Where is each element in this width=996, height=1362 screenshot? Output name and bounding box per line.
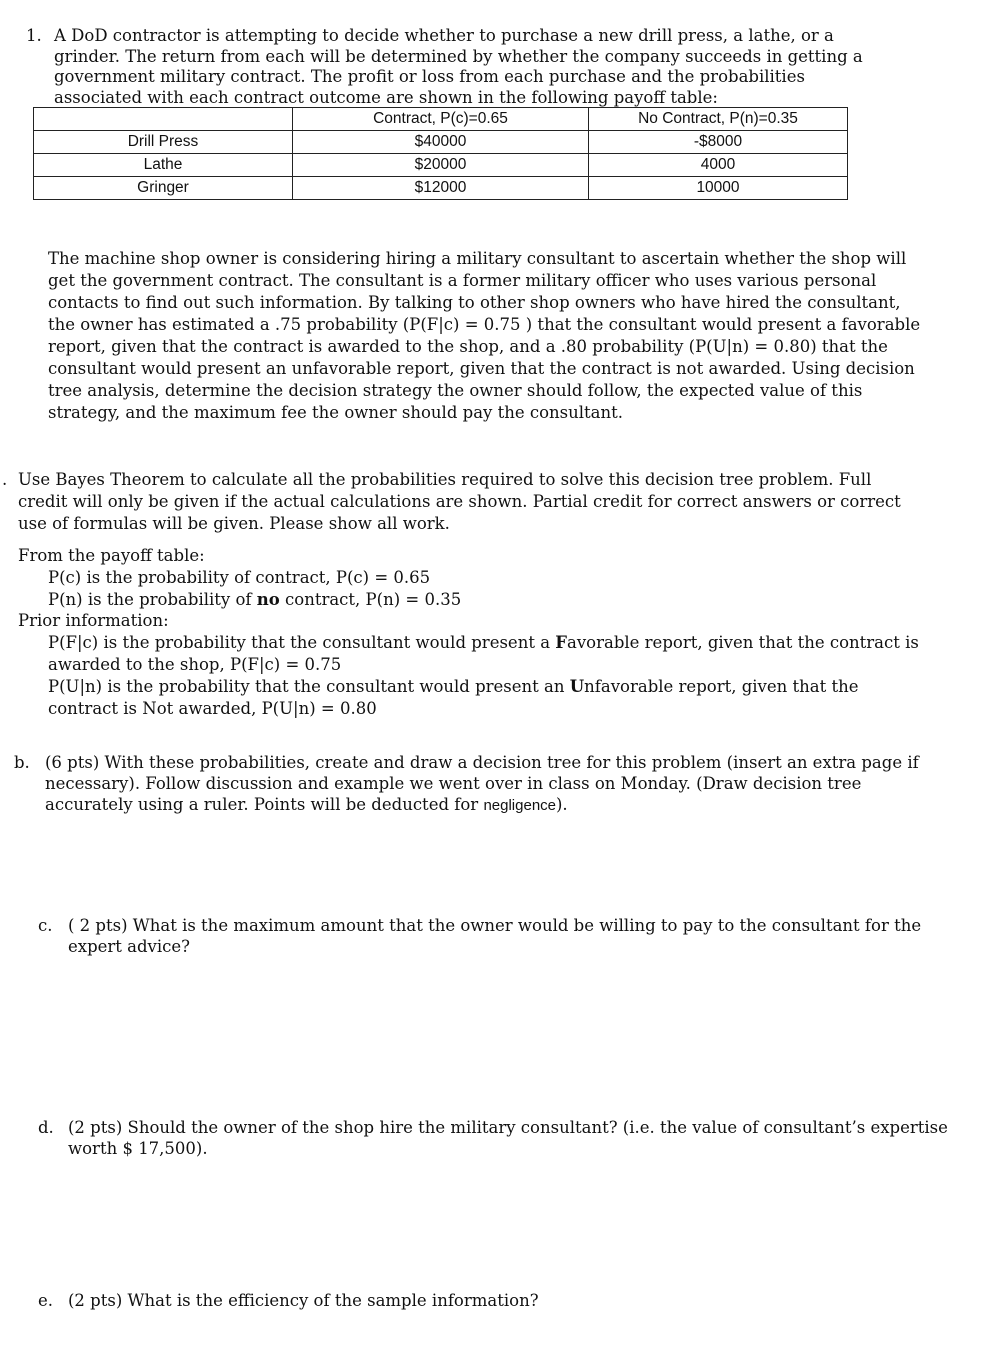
part-a-label: . — [2, 470, 8, 489]
table-header-cell — [34, 108, 293, 131]
part-b-end-punct: ). — [556, 795, 568, 814]
part-a-text: Use Bayes Theorem to calculate all the probabilities required to solve this decision tree problem. Full credit will only be given if the actual calculations are shown. Partial credit for correct answers or correct use of formulas will be given. Please show all work. — [18, 470, 901, 533]
table-row — [34, 177, 848, 200]
part-d-label: d. — [38, 1118, 54, 1137]
question-intro-line: A DoD contractor is attempting to decide whether to purchase a new drill press, a lathe, or a — [54, 26, 834, 45]
table-cell: $12000 — [293, 177, 589, 200]
prior-favorable — [48, 632, 928, 676]
emphasis-favorable: F — [555, 633, 567, 652]
question-number: 1. — [26, 26, 42, 45]
table-cell: -$8000 — [589, 131, 848, 154]
table-cell: Drill Press — [34, 131, 293, 154]
question-intro-line: grinder. The return from each will be determined by whether the company succeeds in getting a — [54, 46, 863, 66]
table-cell: Gringer — [34, 177, 293, 200]
question-intro-line: associated with each contract outcome are shown in the following payoff table: — [54, 87, 718, 107]
part-b-label: b. — [14, 753, 30, 772]
probability-no-contract — [48, 589, 928, 611]
table-row — [34, 131, 848, 154]
prior-information — [48, 632, 928, 720]
prior-info-heading: Prior information: — [18, 611, 169, 630]
part-e-text: (2 pts) What is the efficiency of the sample information? — [68, 1291, 539, 1310]
part-b-text — [45, 752, 945, 816]
prior-text: avorable report, given that the contract is awarded to the shop, P(F|c) = 0.75 — [48, 633, 919, 674]
prior-text: nfavorable report, given that the contract is Not awarded, P(U|n) = 0.80 — [48, 677, 859, 718]
emphasis-no: no — [256, 590, 280, 609]
consultant-paragraph: The machine shop owner is considering hiring a military consultant to ascertain whether the shop will get the government contract. The consultant is a former military officer who uses various personal contacts to find out such information. By talking to other shop owners who have hired the consultant, the owner has estimated a .75 probability (P(F|c) = 0.75 ) that the consultant would present a favorable report, given that the contract is awarded to the shop, and a .80 probability (P(U|n) = 0.80) that the consultant would present an unfavorable report, given that the contract is not awarded. Using decision tree analysis, determine the decision strategy the owner should follow, the expected value of this strategy, and the maximum fee the owner should pay the consultant. — [48, 249, 921, 422]
emphasis-unfavorable: U — [569, 677, 585, 696]
probability-text: contract, P(n) = 0.35 — [279, 590, 462, 609]
table-cell: Lathe — [34, 154, 293, 177]
part-d-text: (2 pts) Should the owner of the shop hire the military consultant? (i.e. the value of consultant’s expertise worth $ 17,500). — [68, 1118, 948, 1158]
probability-text: P(n) is the probability of — [48, 590, 257, 609]
part-e-label: e. — [38, 1291, 54, 1310]
probability-contract: P(c) is the probability of contract, P(c) = 0.65 — [48, 568, 431, 587]
payoff-table — [33, 107, 848, 200]
prior-text: P(U|n) is the probability that the consultant would present an — [48, 677, 570, 696]
table-cell: $20000 — [293, 154, 589, 177]
prior-text: P(F|c) is the probability that the consultant would present a — [48, 633, 556, 652]
table-header-cell: No Contract, P(n)=0.35 — [589, 108, 848, 131]
payoff-info-heading: From the payoff table: — [18, 546, 205, 565]
question-intro — [54, 26, 954, 108]
part-b-body: (6 pts) With these probabilities, create and draw a decision tree for this problem (insert an extra page if necessary). Follow discussion and example we went over in class on Monday. (Draw decision tree accurately using a ruler. Points will be deducted for — [45, 753, 919, 814]
table-row — [34, 154, 848, 177]
table-header-row — [34, 108, 848, 131]
table-header-cell: Contract, P(c)=0.65 — [293, 108, 589, 131]
part-c-text: ( 2 pts) What is the maximum amount that the owner would be willing to pay to the consultant for the expert advice? — [68, 916, 922, 956]
part-b-end-word: negligence — [483, 797, 556, 814]
part-c-label: c. — [38, 916, 53, 935]
payoff-probabilities — [48, 567, 928, 611]
table-cell: 4000 — [589, 154, 848, 177]
prior-unfavorable — [48, 676, 928, 720]
question-intro-line: government military contract. The profit or loss from each purchase and the probabilities — [54, 67, 805, 86]
table-cell: 10000 — [589, 177, 848, 200]
table-cell: $40000 — [293, 131, 589, 154]
